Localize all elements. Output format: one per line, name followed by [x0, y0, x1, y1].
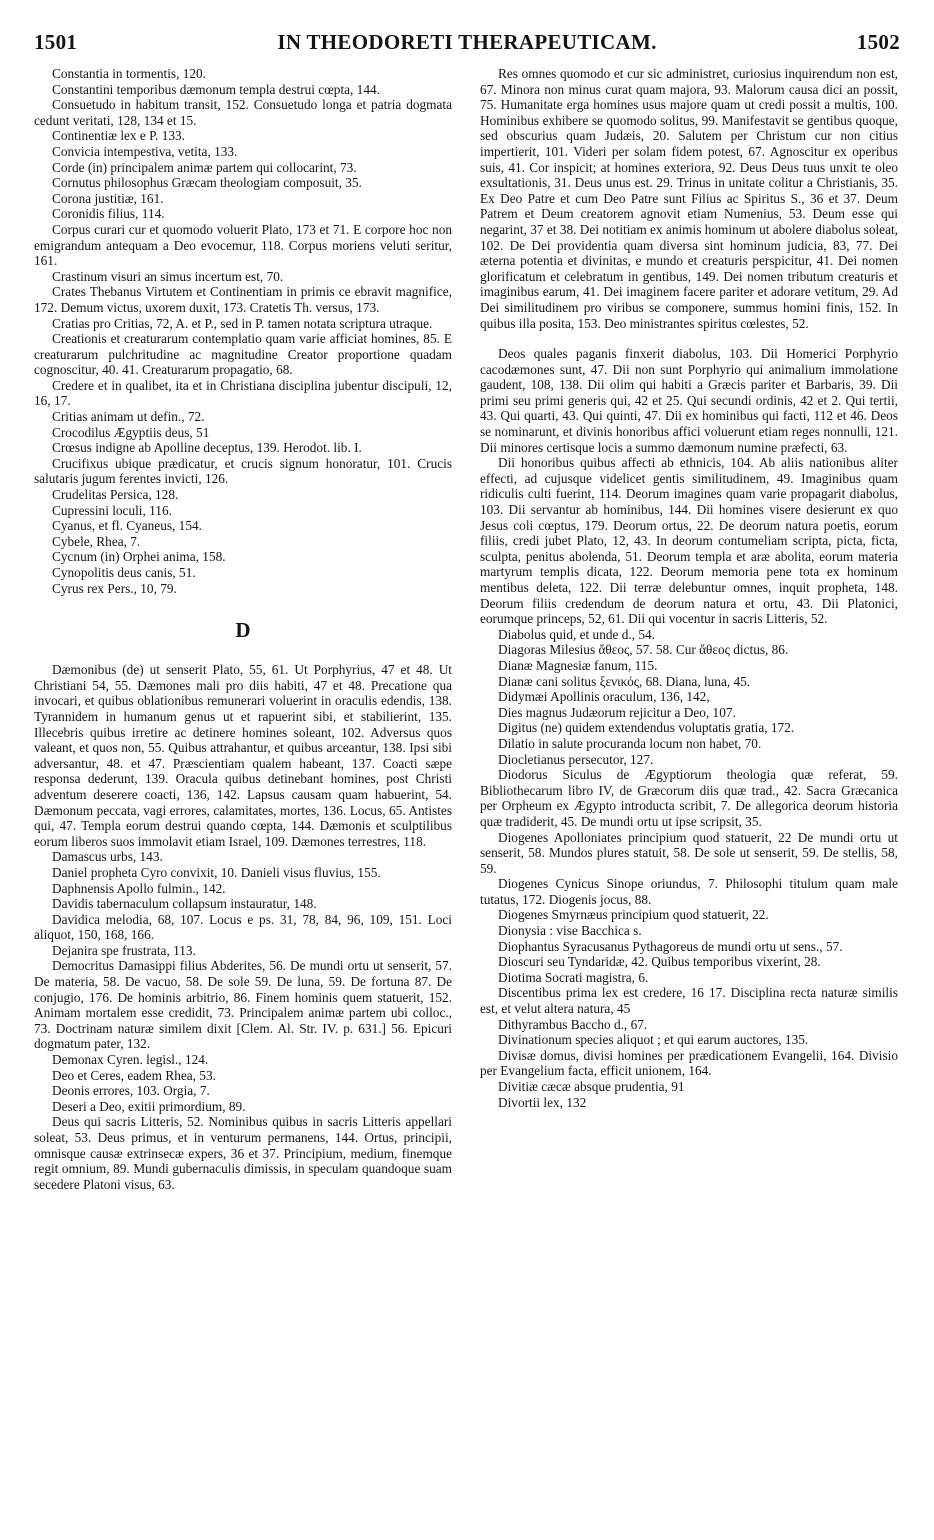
index-entry: Cyanus, et fl. Cyaneus, 154.: [52, 518, 202, 534]
index-entry: Deo et Ceres, eadem Rhea, 53.: [52, 1067, 216, 1083]
index-entry: Crucifixus ubique prædicatur, et crucis signum honoratur, 101. Crucis salutaris jugum ferentes invicti, 126.: [34, 455, 452, 487]
index-entry: Demonax Cyren. legisl., 124.: [52, 1052, 209, 1068]
index-entry: Dii honoribus quibus affecti ab ethnicis, 104. Ab aliis nationibus aliter effecti, ad cujusque videlicet gentis similitudinem, 49. Imaginibus quam ridiculis culti fuerint, 114. Deorum imagines quam varie propagarit diabolus, 103. Dii servantur ab hominibus, 144. Dii homines visere desierunt ex quo Jesus coli cœptus, 179. Deorum ortus, 22. De deorum natura poetis, eorum filiis, credi jubet Plato, 12, 43. In deorum contumeliam scripta, picta, ficta, sculpta, penitus abolenda, 51. Deorum templa et aræ abolita, eorum materia martyrum templis dicata, 122. Deorum memoria pene tota ex hominum mentibus deleta, 122. Dii terræ delebuntur omnes, inquit propheta, 148. Deorum filiis credendum de deorum natura et ortu, 43. Dii Platonici, eorumque princeps, 52, 61. Dii qui vocentur in sacris Litteris, 52.: [480, 455, 898, 627]
index-entry: Deseri a Deo, exitii primordium, 89.: [52, 1098, 246, 1114]
index-entry: Diabolus quid, et unde d., 54.: [498, 626, 655, 642]
entries-c-section: [34, 66, 452, 596]
index-entry: Dilatio in salute procuranda locum non habet, 70.: [498, 735, 762, 751]
index-entry: Diagoras Milesius ἄθεος, 57. 58. Cur ἄθεος dictus, 86.: [498, 642, 789, 658]
page-number-left: 1501: [34, 30, 78, 54]
page-number-right: 1502: [856, 30, 900, 54]
index-entry: Dithyrambus Baccho d., 67.: [498, 1016, 648, 1032]
index-entry: Discentibus prima lex est credere, 16 17. Disciplina recta naturæ similis est, et velut altera natura, 45: [480, 985, 898, 1017]
index-entry: Diocletianus persecutor, 127.: [498, 751, 654, 767]
index-entry: Daphnensis Apollo fulmin., 142.: [52, 880, 226, 896]
index-entry: Diotima Socrati magistra, 6.: [498, 969, 649, 985]
running-title: IN THEODORETI THERAPEUTICAM.: [277, 30, 657, 54]
index-entry: Davidica melodia, 68, 107. Locus e ps. 31, 78, 84, 96, 109, 151. Loci aliquot, 150, 168, 166.: [34, 911, 452, 943]
index-entry: Critias animam ut defin., 72.: [52, 409, 205, 425]
entries-d-section-left: [34, 662, 452, 1192]
index-entry: Deus qui sacris Litteris, 52. Nominibus quibus in sacris Litteris appellari soleat, 53. Deus primus, et in venturum permanens, 144. Ortus, principii, omnisque causæ extrinsecæ expers, 36 et 37. Principium, medium, finemque regit omnium, 89. Mundi gubernaculis dimissis, in speculam quandoque suam secedere Platoni visus, 63.: [34, 1114, 452, 1192]
index-entry: Dejanira spe frustrata, 113.: [52, 942, 196, 958]
index-entry: Crœsus indigne ab Apolline deceptus, 139. Herodot. lib. I.: [52, 440, 362, 456]
index-entry: Didymæi Apollinis oraculum, 136, 142,: [498, 689, 710, 705]
index-entry: Constantia in tormentis, 120.: [52, 66, 207, 81]
index-entry: Cornutus philosophus Græcam theologiam composuit, 35.: [52, 175, 362, 191]
index-entry: Divinationum species aliquot ; et qui earum auctores, 135.: [498, 1032, 809, 1048]
entries-d-section-right: [480, 346, 898, 1110]
index-entry: Davidis tabernaculum collapsum instauratur, 148.: [52, 896, 317, 912]
index-entry: Dæmonibus (de) ut senserit Plato, 55, 61. Ut Porphyrius, 47 et 48. Ut Christiani 54, 55. Dæmones mali pro diis habiti, 47 et 48. Precatione qua invocari, et quibus oblationibus remunerari voluerint in oraculis edendis, 138. Tyrannidem in humanum genus ut et rapuerint sibi, et stabilierint, 135. Illecebris quibus irretire ac detinere homines soleant, 102. Adversus quos valeant, et quos non, 55. Quibus attrahantur, et quibus arceantur, 138. Ipsi sibi adversantur, 48. et 47. Præscientiam qualem habeant, 137. Coacti sæpe responsa dederunt, 139. Oracula quibus detinebant homines, post Christi adventum deserere coacti, 136, 142. Lapsus causam quam habuerint, 54. Dæmonum peccata, vagi errores, calamitates, mortes, 136. Locus, 65. Antistes qui, 47. Templa eorum destrui quando cœpta, 144. Dæmonis et sculptilibus eorum liberos suos immolavit etiam Israel, 109. Dæmones terrestres, 118.: [34, 662, 452, 849]
index-entry: Cybele, Rhea, 7.: [52, 533, 141, 549]
index-entry: Continentiæ lex e P. 133.: [52, 128, 185, 144]
index-entry: Corpus curari cur et quomodo voluerit Plato, 173 et 71. E corpore hoc non emigrandum antequam a Deo evocemur, 118. Corpus moriens veluti seritur, 161.: [34, 221, 452, 269]
index-entry: Diogenes Apolloniates principium quod statuerit, 22 De mundi ortu ut senserit, 58. Mundos plures statuit, 58. De sole ut senserit, 59. De stellis, 58, 59.: [480, 829, 898, 876]
index-entry: Deonis errores, 103. Orgia, 7.: [52, 1083, 210, 1099]
index-entry: Consuetudo in habitum transit, 152. Consuetudo longa et patria dogmata cedunt veritati, 128, 134 et 15.: [34, 97, 452, 128]
index-entry: Diodorus Siculus de Ægyptiorum theologia quæ referat, 59. Bibliothecarum libro IV, de Græcorum diis quæ trad., 42. Sacra Græcanica per Orpheum ex Ægypto introducta scribit, 7. De allegorica deorum historia quæ tradiderit, 45. De mundi ortu ut ipse scripsit, 35.: [480, 767, 898, 829]
index-entry: Deos quales paganis finxerit diabolus, 103. Dii Homerici Porphyrio cacodæmones sunt, 47. Dii non sunt Porphyrio qui animalium immolatione gaudent, 108, 138. Dii olim qui habiti a Græcis pariter et Barbaris, 39. Dii primi seu primi generis qui, 42 et 25. Qui secundi ordinis, 42 et 2. Qui tertii, 43. Qui quarti, 43. Qui quinti, 47. Dii ex hominibus qui facti, 112 et 46. Deos se nominarunt, et divinis honoribus affici voluerunt etiam reges nonnulli, 121. Dii minores certisque locis a summo dæmonum numine præfecti, 63.: [480, 346, 898, 455]
index-entry: Dies magnus Judæorum rejicitur a Deo, 107.: [498, 704, 736, 720]
entries-continuation: [480, 66, 898, 331]
left-column: [34, 66, 452, 1536]
index-entry: Damascus urbs, 143.: [52, 849, 163, 865]
right-column: [480, 66, 898, 1536]
index-entry: Cyrus rex Pers., 10, 79.: [52, 580, 177, 596]
index-entry: Democritus Damasippi filius Abderites, 56. De mundi ortu ut senserit, 57. De materia, 58. De vacuo, 58. De sole 59. De luna, 59. De fortuna 87. De conjugio, 176. De hominis arbitrio, 86. Finem hominis quem statuerit, 152. Animam mortalem esse credidit, 73. Principalem animæ partem ubi colloc., 73. Doctrinam naturæ similem dixit [Clem. Al. Str. IV. p. 631.] 56. Epicuri dogmatum pater, 132.: [34, 958, 452, 1052]
index-entry: Cupressini loculi, 116.: [52, 502, 172, 518]
index-entry: Res omnes quomodo et cur sic administret, curiosius inquirendum non est, 67. Minora non minus curat quam majora, 93. Malorum causa dici an possit, 75. Humanitate erga homines usus majore quam ut credi possit a multis, 100. Hominibus exhibere se quomodo solitus, 99. Manifestavit se gentibus quoque, sed obscurius quam Judæis, 20. Salutem per Christum cur non citius impertierit, 101. Videri per solam fidem potest, 67. Agnoscitur ex operibus suis, 41. Cor inspicit; at homines exteriora, 92. Deus Deus tuus unxit te oleo exsultationis, 31. Deus unus est. 29. Trinus in unitate colitur a Christianis, 35. Ex Deo Patre et cum Deo Patre sunt Filius ac Spiritus S., 36 et 37. Deum Patrem et Deum creatorem agnovit etiam Numenius, 53. Deum esse qui negarint, 37 et 38. Dei notitiam ex animis hominum ut abolere diabolus soleat, 102. De Dei providentia quam diversa sint hominum judicia, 83, 77. Dei æterna potentia et divinitas, e mundo et creaturis perspicitur, 41. Dei nomen glorificatum et celebratum in gentibus, 149. Dei nomen tributum creaturis et imaginibus earum, 41. Dei imaginem facere pariter et adorare vetitum, 29. Ad Dei similitudinem pro viribus se componere, summus homini finis, 152. In quibus illa posita, 153. Deo ministrantes spiritus cœlestes, 52.: [480, 66, 898, 331]
index-entry: Divitiæ cæcæ absque prudentia, 91: [498, 1079, 685, 1094]
index-entry: Dianæ Magnesiæ fanum, 115.: [498, 657, 658, 673]
index-entry: Crastinum visuri an simus incertum est, 70.: [52, 268, 284, 284]
page-header: [34, 30, 900, 62]
index-entry: Dianæ cani solitus ξενικός, 68. Diana, luna, 45.: [498, 673, 751, 689]
index-entry: Credere et in qualibet, ita et in Christiana disciplina jubentur discipuli, 12, 16, 17.: [34, 377, 452, 409]
index-entry: Daniel propheta Cyro convixit, 10. Danieli visus fluvius, 155.: [52, 864, 381, 880]
index-entry: Corona justitiæ, 161.: [52, 190, 164, 206]
index-entry: Cynopolitis deus canis, 51.: [52, 565, 196, 580]
index-entry: Coronidis filius, 114.: [52, 206, 165, 222]
index-entry: Crudelitas Persica, 128.: [52, 487, 179, 503]
index-entry: Crocodilus Ægyptiis deus, 51: [52, 424, 210, 440]
index-entry: Cratias pro Critias, 72, A. et P., sed in P. tamen notata scriptura utraque.: [52, 315, 433, 331]
index-entry: Convicia intempestiva, vetita, 133.: [52, 143, 238, 159]
index-entry: Constantini temporibus dæmonum templa destrui cœpta, 144.: [52, 81, 380, 97]
index-entry: Dioscuri seu Tyndaridæ, 42. Quibus temporibus vixerint, 28.: [498, 954, 821, 970]
section-letter-d: D: [235, 618, 251, 643]
index-entry: Cycnum (in) Orphei anima, 158.: [52, 549, 226, 565]
index-entry: Corde (in) principalem animæ partem qui collocarint, 73.: [52, 159, 357, 175]
index-entry: Divortii lex, 132: [498, 1094, 587, 1110]
index-entry: Dionysia : vise Bacchica s.: [498, 923, 642, 939]
index-entry: Diogenes Smyrnæus principium quod statuerit, 22.: [498, 907, 769, 923]
index-entry: Digitus (ne) quidem extendendus voluptatis gratia, 172.: [498, 720, 795, 736]
index-entry: Diophantus Syracusanus Pythagoreus de mundi ortu ut sens., 57.: [498, 938, 843, 954]
index-entry: Crates Thebanus Virtutem et Continentiam in primis ce ebravit magnifice, 172. Demum victus, uxorem duxit, 173. Cratetis Th. versus, 173.: [34, 284, 452, 315]
index-entry: Creationis et creaturarum contemplatio quam varie afficiat homines, 85. E creaturarum pulchritudine ac magnitudine Creator proportione quadam cognoscitur, 40. 41. Creaturarum propagatio, 68.: [34, 331, 452, 378]
index-entry: Diogenes Cynicus Sinope oriundus, 7. Philosophi titulum quam male tutatus, 172. Diogenis jocus, 88.: [480, 876, 898, 907]
index-entry: Divisæ domus, divisi homines per prædicationem Evangelii, 164. Divisio per Evangelium facta, efficit unionem, 164.: [480, 1047, 898, 1079]
